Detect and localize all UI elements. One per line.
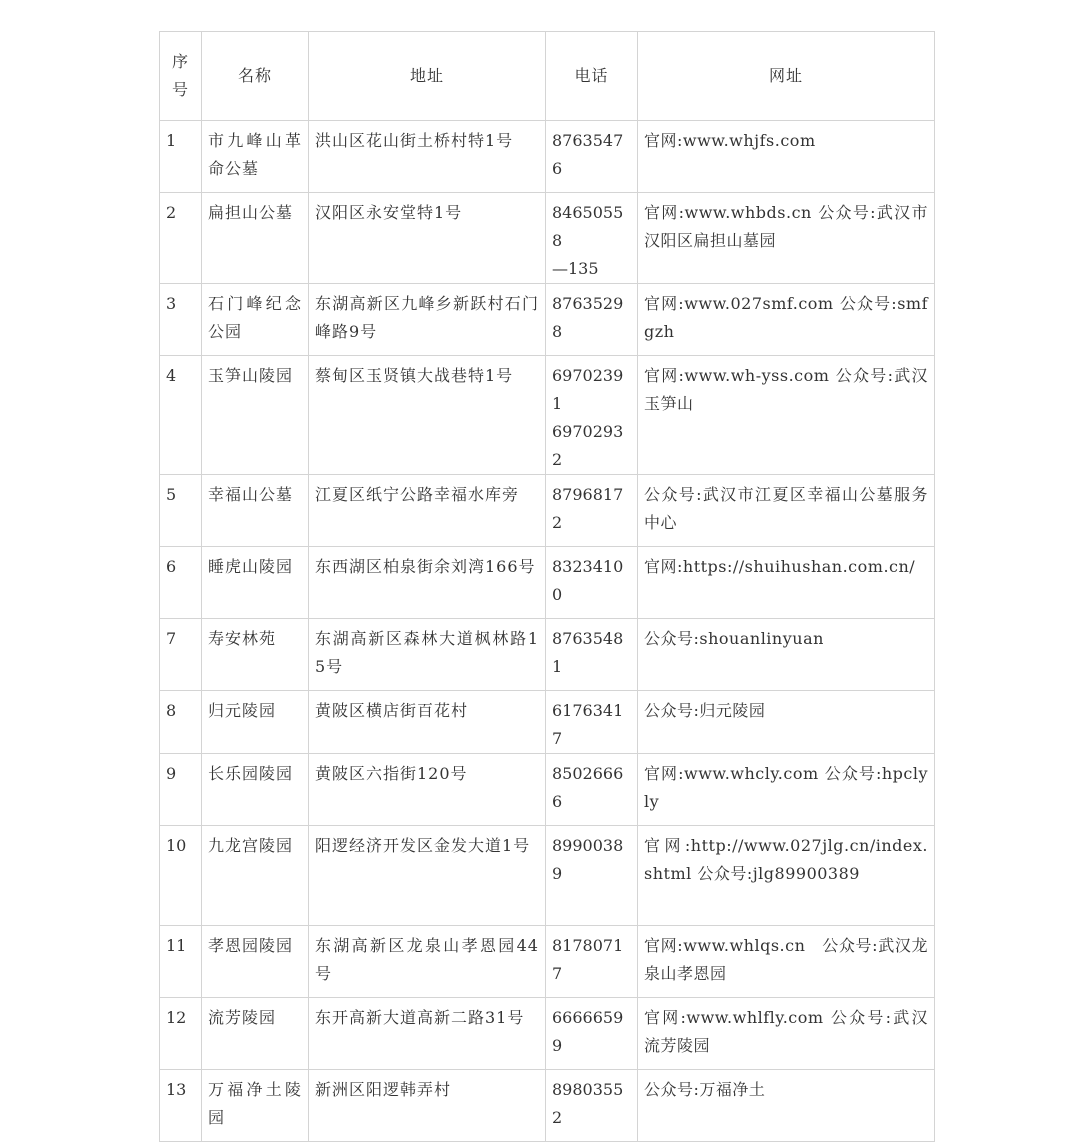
table-row <box>160 998 935 1070</box>
row-address: 黄陂区横店街百花村 <box>309 691 546 754</box>
row-name: 睡虎山陵园 <box>202 547 309 619</box>
row-address: 江夏区纸宁公路幸福水库旁 <box>309 475 546 547</box>
cemetery-table <box>159 31 935 1142</box>
row-phone <box>546 998 638 1070</box>
row-no: 6 <box>160 547 202 619</box>
row-no: 2 <box>160 193 202 284</box>
row-phone-number: —135 <box>552 259 599 278</box>
header-address: 地址 <box>309 32 546 121</box>
row-no: 3 <box>160 284 202 356</box>
row-website: 公众号:万福净土 <box>638 1070 935 1142</box>
row-name: 市九峰山革命公墓 <box>202 121 309 193</box>
row-name: 长乐园陵园 <box>202 754 309 826</box>
row-no: 12 <box>160 998 202 1070</box>
row-phone-number: 81780717 <box>552 936 624 983</box>
header-website: 网址 <box>638 32 935 121</box>
table-row <box>160 121 935 193</box>
row-phone <box>546 754 638 826</box>
row-address: 阳逻经济开发区金发大道1号 <box>309 826 546 926</box>
row-phone <box>546 1070 638 1142</box>
row-name: 九龙宫陵园 <box>202 826 309 926</box>
row-name: 石门峰纪念公园 <box>202 284 309 356</box>
row-website: 官网:www.whbds.cn 公众号:武汉市汉阳区扁担山墓园 <box>638 193 935 284</box>
row-address: 汉阳区永安堂特1号 <box>309 193 546 284</box>
row-address: 新洲区阳逻韩弄村 <box>309 1070 546 1142</box>
row-phone-number: 89803552 <box>552 1080 624 1127</box>
row-address: 洪山区花山街土桥村特1号 <box>309 121 546 193</box>
row-phone-number: 83234100 <box>552 557 624 604</box>
row-website: 官网:www.whlfly.com 公众号:武汉流芳陵园 <box>638 998 935 1070</box>
table-header-row <box>160 32 935 121</box>
table-row <box>160 193 935 284</box>
row-address: 蔡甸区玉贤镇大战巷特1号 <box>309 356 546 475</box>
row-no: 11 <box>160 926 202 998</box>
row-phone <box>546 475 638 547</box>
row-name: 万福净土陵园 <box>202 1070 309 1142</box>
row-address: 东西湖区柏泉街余刘湾166号 <box>309 547 546 619</box>
row-name: 归元陵园 <box>202 691 309 754</box>
row-phone-number: 69702391 <box>552 366 624 413</box>
row-no: 7 <box>160 619 202 691</box>
row-phone-number: 87635481 <box>552 629 624 676</box>
table-row <box>160 284 935 356</box>
row-address: 东湖高新区龙泉山孝恩园44号 <box>309 926 546 998</box>
row-name: 寿安林苑 <box>202 619 309 691</box>
row-website: 官网:https://shuihushan.com.cn/ <box>638 547 935 619</box>
row-name: 孝恩园陵园 <box>202 926 309 998</box>
row-phone-number: 87635298 <box>552 294 624 341</box>
row-name: 幸福山公墓 <box>202 475 309 547</box>
row-address: 黄陂区六指街120号 <box>309 754 546 826</box>
row-website: 官网:www.whjfs.com <box>638 121 935 193</box>
row-phone <box>546 926 638 998</box>
row-phone-number: 87968172 <box>552 485 624 532</box>
table-body <box>160 121 935 1142</box>
row-address: 东湖高新区九峰乡新跃村石门峰路9号 <box>309 284 546 356</box>
row-website: 官网:www.whlqs.cn 公众号:武汉龙泉山孝恩园 <box>638 926 935 998</box>
row-phone-number: 61763417 <box>552 701 624 748</box>
row-website: 官网:http://www.027jlg.cn/index.shtml 公众号:jlg89900389 <box>638 826 935 926</box>
header-no-line2: 号 <box>171 80 189 99</box>
row-phone <box>546 121 638 193</box>
row-no: 8 <box>160 691 202 754</box>
row-website: 公众号:shouanlinyuan <box>638 619 935 691</box>
row-website: 公众号:武汉市江夏区幸福山公墓服务中心 <box>638 475 935 547</box>
row-phone-number: 66666599 <box>552 1008 624 1055</box>
row-no: 4 <box>160 356 202 475</box>
table-row <box>160 1070 935 1142</box>
table-row <box>160 475 935 547</box>
row-website: 官网:www.whcly.com 公众号:hpclyly <box>638 754 935 826</box>
row-no: 1 <box>160 121 202 193</box>
row-phone-number: 84650558 <box>552 203 624 250</box>
row-phone <box>546 619 638 691</box>
row-no: 10 <box>160 826 202 926</box>
row-website: 官网:www.wh-yss.com 公众号:武汉玉笋山 <box>638 356 935 475</box>
row-name: 玉笋山陵园 <box>202 356 309 475</box>
row-no: 13 <box>160 1070 202 1142</box>
table-row <box>160 356 935 475</box>
row-phone <box>546 193 638 284</box>
header-no-line1: 序 <box>171 52 189 71</box>
row-phone <box>546 356 638 475</box>
row-no: 9 <box>160 754 202 826</box>
row-name: 扁担山公墓 <box>202 193 309 284</box>
row-phone-number: 69702932 <box>552 422 624 469</box>
table-row <box>160 619 935 691</box>
table-row <box>160 691 935 754</box>
row-phone-number: 89900389 <box>552 836 624 883</box>
row-website: 公众号:归元陵园 <box>638 691 935 754</box>
row-no: 5 <box>160 475 202 547</box>
row-address: 东湖高新区森林大道枫林路15号 <box>309 619 546 691</box>
row-address: 东开高新大道高新二路31号 <box>309 998 546 1070</box>
table-row <box>160 826 935 926</box>
row-phone <box>546 547 638 619</box>
row-phone <box>546 826 638 926</box>
row-phone-number: 87635476 <box>552 131 624 178</box>
row-website: 官网:www.027smf.com 公众号:smfgzh <box>638 284 935 356</box>
row-phone <box>546 284 638 356</box>
row-phone <box>546 691 638 754</box>
header-no <box>160 32 202 121</box>
header-phone: 电话 <box>546 32 638 121</box>
table-row <box>160 926 935 998</box>
header-name: 名称 <box>202 32 309 121</box>
row-name: 流芳陵园 <box>202 998 309 1070</box>
row-phone-number: 85026666 <box>552 764 624 811</box>
table-row <box>160 547 935 619</box>
table-row <box>160 754 935 826</box>
